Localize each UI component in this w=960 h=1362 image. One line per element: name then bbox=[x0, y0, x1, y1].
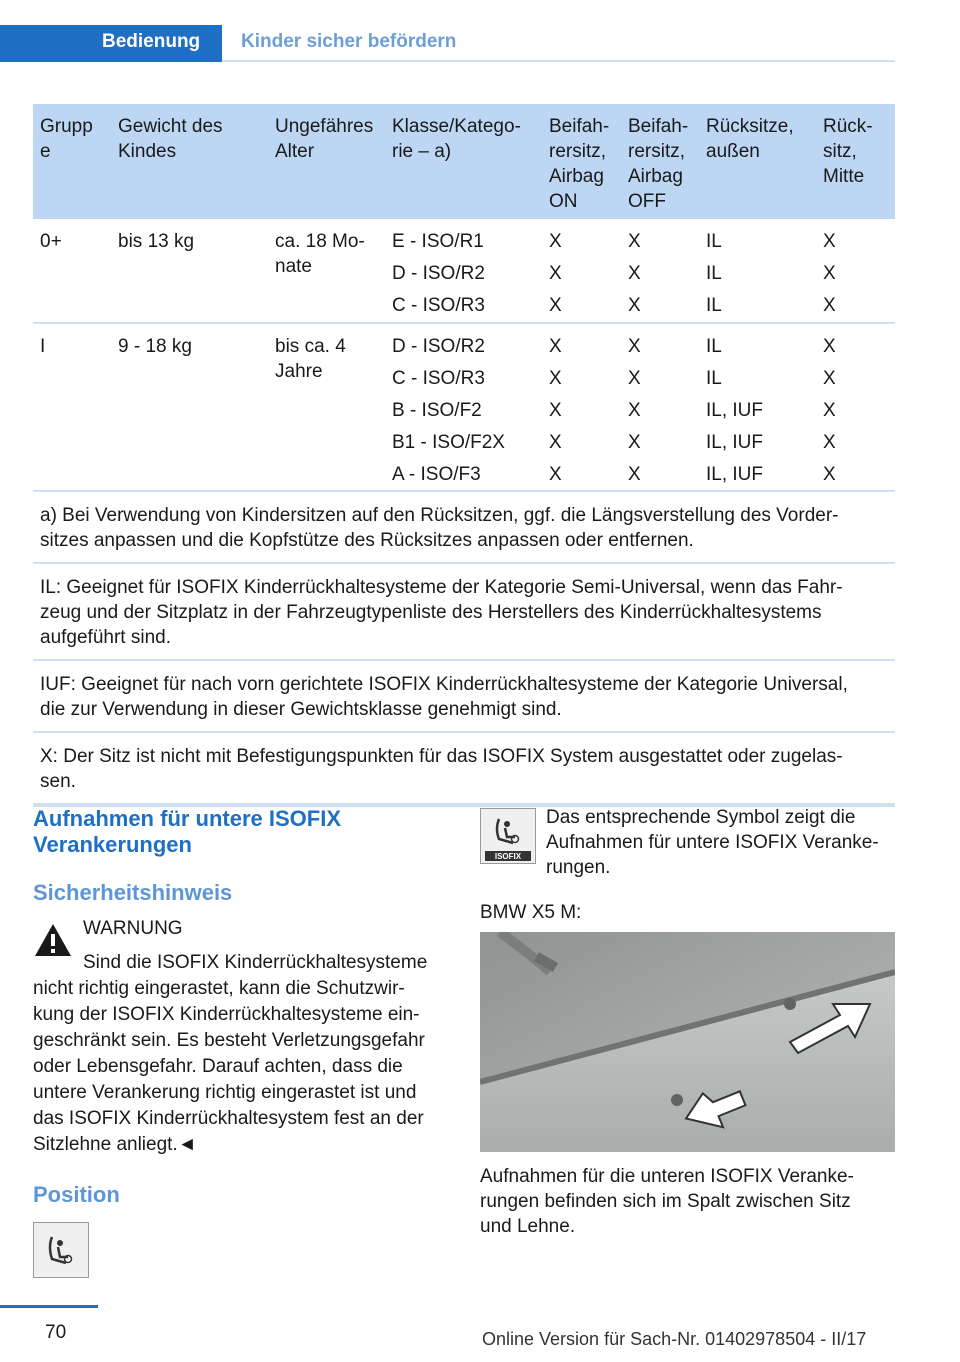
isofix-table bbox=[33, 104, 895, 807]
cell-airbag-off: X X X bbox=[628, 231, 641, 316]
table-note-il: IL: Geeignet für ISOFIX Kinderrückhaltesysteme der Kategorie Semi-Universal, wenn das Fahr- zeug und der Sitzplatz in der Fahrzeugtypenliste des Herstellers des Kinderrückhaltesystems aufgeführt sind. bbox=[33, 564, 895, 661]
col-header-weight: Gewicht des Kindes bbox=[118, 116, 223, 162]
cell-rear-middle: X X X bbox=[823, 231, 836, 316]
cell-rear-middle: X X X X X bbox=[823, 336, 836, 485]
warning-title: WARNUNG bbox=[83, 918, 183, 939]
cell-age: ca. 18 Mo- nate bbox=[275, 231, 365, 277]
cell-airbag-on: X X X bbox=[549, 231, 562, 316]
cell-group: 0+ bbox=[40, 231, 62, 252]
col-header-airbag-off: Beifah- rersitz, Airbag OFF bbox=[628, 116, 689, 212]
table-note-x: X: Der Sitz ist nicht mit Befestigungspunkten für das ISOFIX System ausgestattet oder zugelas- sen. bbox=[33, 733, 895, 805]
tab-kinder-sicher-befoerdern[interactable]: Kinder sicher befördern bbox=[241, 31, 457, 52]
cell-airbag-off: X X X X X bbox=[628, 336, 641, 485]
table-note-iuf: IUF: Geeignet für nach vorn gerichtete ISOFIX Kinderrückhaltesysteme der Kategorie Universal, die zur Verwendung in dieser Gewichtsklasse genehmigt sind. bbox=[33, 661, 895, 733]
model-label: BMW X5 M: bbox=[480, 902, 582, 923]
cell-rear-outer: IL IL IL bbox=[706, 231, 722, 316]
position-heading: Position bbox=[33, 1182, 120, 1207]
child-seat-icon bbox=[481, 809, 535, 863]
footer-online-version: Online Version für Sach-Nr. 01402978504 - II/17 bbox=[482, 1329, 867, 1349]
col-header-group: Grupp e bbox=[40, 116, 93, 162]
cell-age: bis ca. 4 Jahre bbox=[275, 336, 346, 382]
col-header-rear-middle: Rück- sitz, Mitte bbox=[823, 116, 873, 187]
seat-photo bbox=[480, 932, 895, 1152]
page-number: 70 bbox=[45, 1322, 67, 1343]
cell-airbag-on: X X X X X bbox=[549, 336, 562, 485]
isofix-symbol-icon bbox=[480, 808, 536, 864]
section-heading: Aufnahmen für untere ISOFIX Verankerungen bbox=[33, 806, 342, 857]
table-row bbox=[33, 219, 895, 324]
isofix-seat-icon bbox=[33, 1222, 89, 1278]
child-seat-icon bbox=[34, 1223, 88, 1277]
page-header bbox=[0, 0, 895, 62]
col-header-class: Klasse/Katego- rie – a) bbox=[392, 116, 521, 162]
cell-rear-outer: IL IL IL, IUF IL, IUF IL, IUF bbox=[706, 336, 764, 485]
col-header-rear-outer: Rücksitze, außen bbox=[706, 116, 794, 162]
cell-classes: E - ISO/R1 D - ISO/R2 C - ISO/R3 bbox=[392, 231, 485, 316]
table-header-row bbox=[33, 104, 895, 219]
isofix-label: ISOFIX bbox=[494, 852, 522, 861]
table-row bbox=[33, 324, 895, 492]
col-header-age: Ungefähres Alter bbox=[275, 116, 374, 162]
footer-rule bbox=[0, 1305, 98, 1308]
photo-caption: Aufnahmen für die unteren ISOFIX Veranke- rungen befinden sich im Spalt zwischen Sitz und Lehne. bbox=[480, 1166, 854, 1237]
symbol-description: Das entsprechende Symbol zeigt die Aufnahmen für untere ISOFIX Veranke- rungen. bbox=[546, 807, 879, 878]
tab-bedienung[interactable]: Bedienung bbox=[0, 25, 222, 62]
cell-group: I bbox=[40, 336, 46, 357]
table-note-a: a) Bei Verwendung von Kindersitzen auf den Rücksitzen, ggf. die Längsverstellung des Vorder- sitzes anpassen und die Kopfstütze des Rücksitzes anpassen oder entfernen. bbox=[33, 492, 895, 564]
safety-subheading: Sicherheitshinweis bbox=[33, 880, 233, 905]
cell-classes: D - ISO/R2 C - ISO/R3 B - ISO/F2 B1 - ISO/F2X A - ISO/F3 bbox=[392, 336, 505, 485]
warning-text: Sind die ISOFIX Kinderrückhaltesysteme nicht richtig eingerastet, kann die Schutzwir- kung der ISOFIX Kinderrückhaltesysteme ein- geschränkt sein. Es besteht Verletzungsgefahr oder Lebensgefahr. Darauf achten, dass die untere Verankerung richtig eingerastet ist und das ISOFIX Kinderrückhaltesystem fest an der Sitzlehne anliegt.◄ bbox=[33, 952, 428, 1155]
header-divider bbox=[222, 60, 895, 62]
cell-weight: bis 13 kg bbox=[118, 231, 195, 252]
cell-weight: 9 - 18 kg bbox=[118, 336, 192, 357]
col-header-airbag-on: Beifah- rersitz, Airbag ON bbox=[549, 116, 610, 212]
